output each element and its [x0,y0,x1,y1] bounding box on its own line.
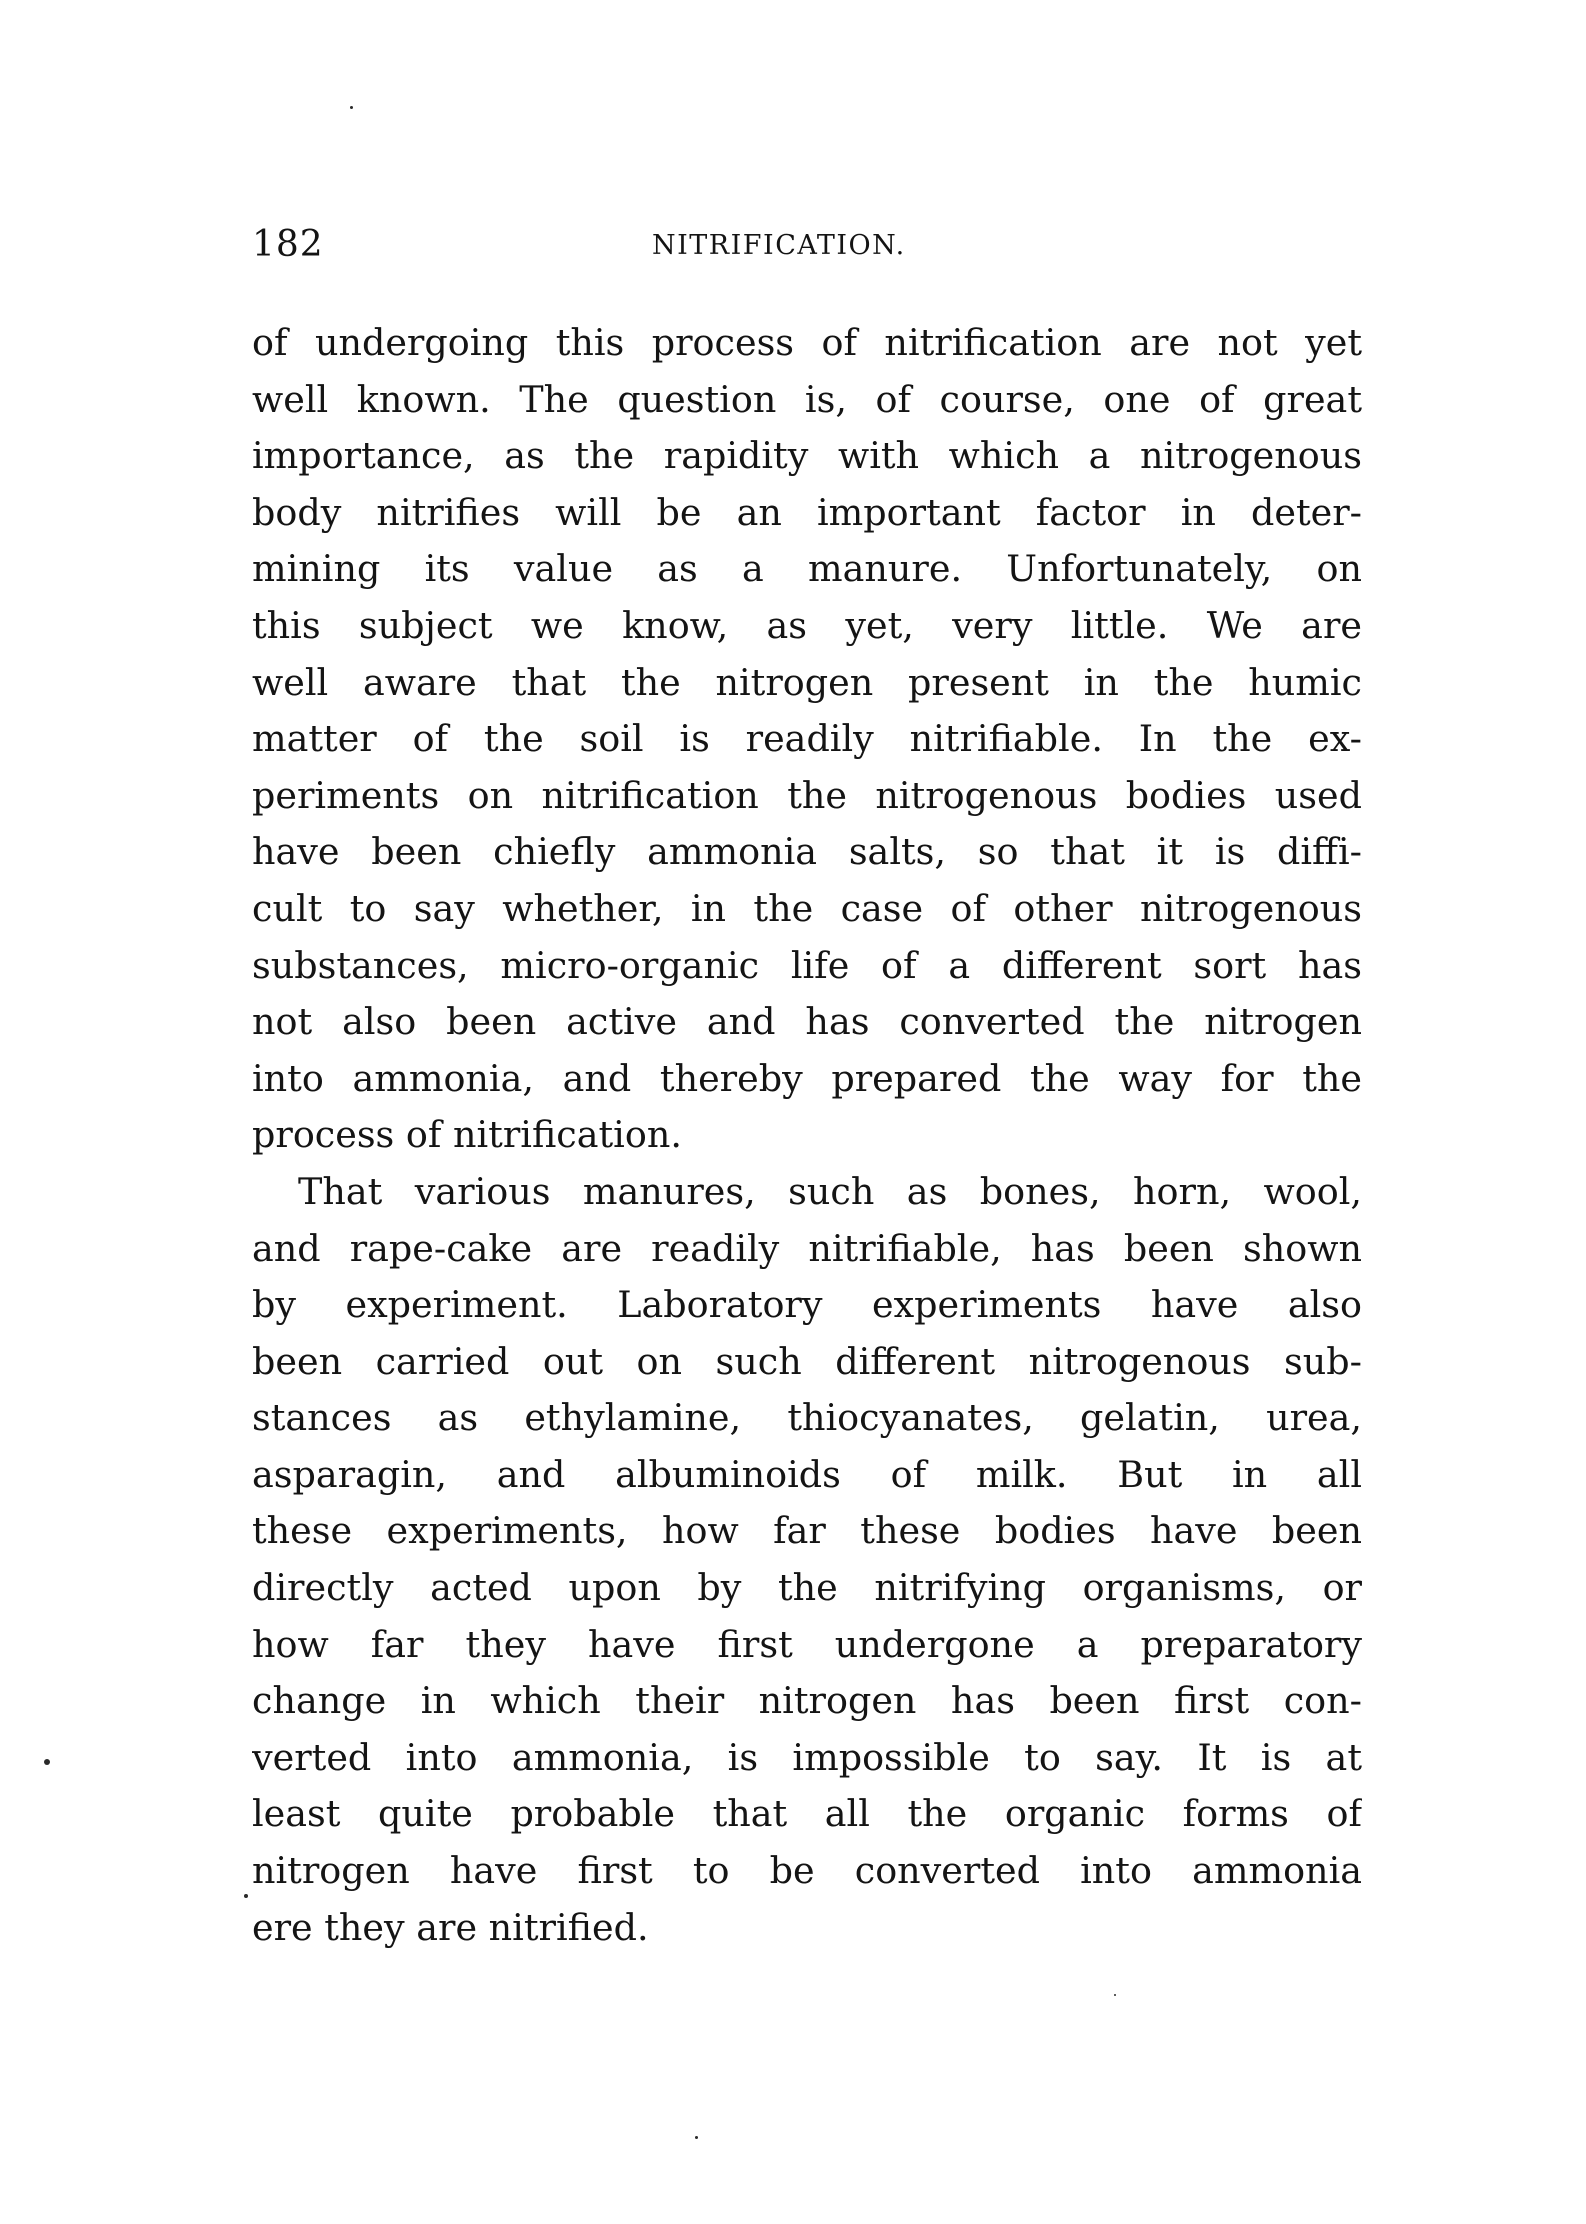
text-line: and rape-cake are readily nitrifiable, has been shown [252,1226,1362,1270]
text-line: have been chiefly ammonia salts, so that it is diffi- [252,830,1362,874]
text-line: of undergoing this process of nitrification are not yet [252,321,1362,364]
text-line: well aware that the nitrogen present in the humic [252,660,1362,704]
scan-speck [44,1759,50,1765]
text-line: these experiments, how far these bodies have been [252,1509,1362,1553]
scan-speck [1114,1994,1116,1996]
paragraph [252,315,1362,1164]
scan-speck [695,2136,698,2139]
text-line: this subject we know, as yet, very little. We are [252,603,1362,647]
text-line: by experiment. Laboratory experiments have also [252,1283,1362,1327]
text-line: change in which their nitrogen has been first con- [252,1679,1362,1723]
paragraph [252,1164,1362,1956]
text-line: importance, as the rapidity with which a nitrogenous [252,434,1362,478]
scan-speck [244,1894,248,1898]
text-line: how far they have first undergone a preparatory [252,1622,1362,1666]
text-line: nitrogen have first to be converted into ammonia [252,1849,1362,1893]
text-line: into ammonia, and thereby prepared the way for the [252,1056,1362,1100]
page-number: 182 [252,224,324,265]
text-line: least quite probable that all the organic forms of [252,1792,1362,1836]
text-line: mining its value as a manure. Unfortunately, on [252,547,1362,591]
text-line: directly acted upon by the nitrifying organisms, or [252,1566,1362,1610]
text-line: asparagin, and albuminoids of milk. But in all [252,1452,1362,1496]
text-line: substances, micro-organic life of a different sort has [252,943,1362,987]
text-line: been carried out on such different nitrogenous sub- [252,1339,1362,1383]
text-line: ere they are nitrified. [252,1905,649,1949]
text-line: stances as ethylamine, thiocyanates, gelatin, urea, [252,1396,1362,1440]
text-line: periments on nitrification the nitrogenous bodies used [252,773,1362,817]
body-text [252,315,1362,1956]
text-line: cult to say whether, in the case of other nitrogenous [252,886,1362,930]
text-line: matter of the soil is readily nitrifiable. In the ex- [252,717,1362,761]
text-line: process of nitrification. [252,1113,682,1157]
text-line: not also been active and has converted the nitrogen [252,1000,1362,1044]
text-line: well known. The question is, of course, one of great [252,377,1362,421]
text-line: That various manures, such as bones, horn, wool, [298,1169,1362,1213]
running-head: NITRIFICATION. [652,230,906,261]
page-header [252,218,1362,278]
text-line: verted into ammonia, is impossible to say. It is at [252,1735,1362,1779]
scan-speck [350,106,353,109]
text-line: body nitrifies will be an important factor in deter- [252,490,1362,534]
